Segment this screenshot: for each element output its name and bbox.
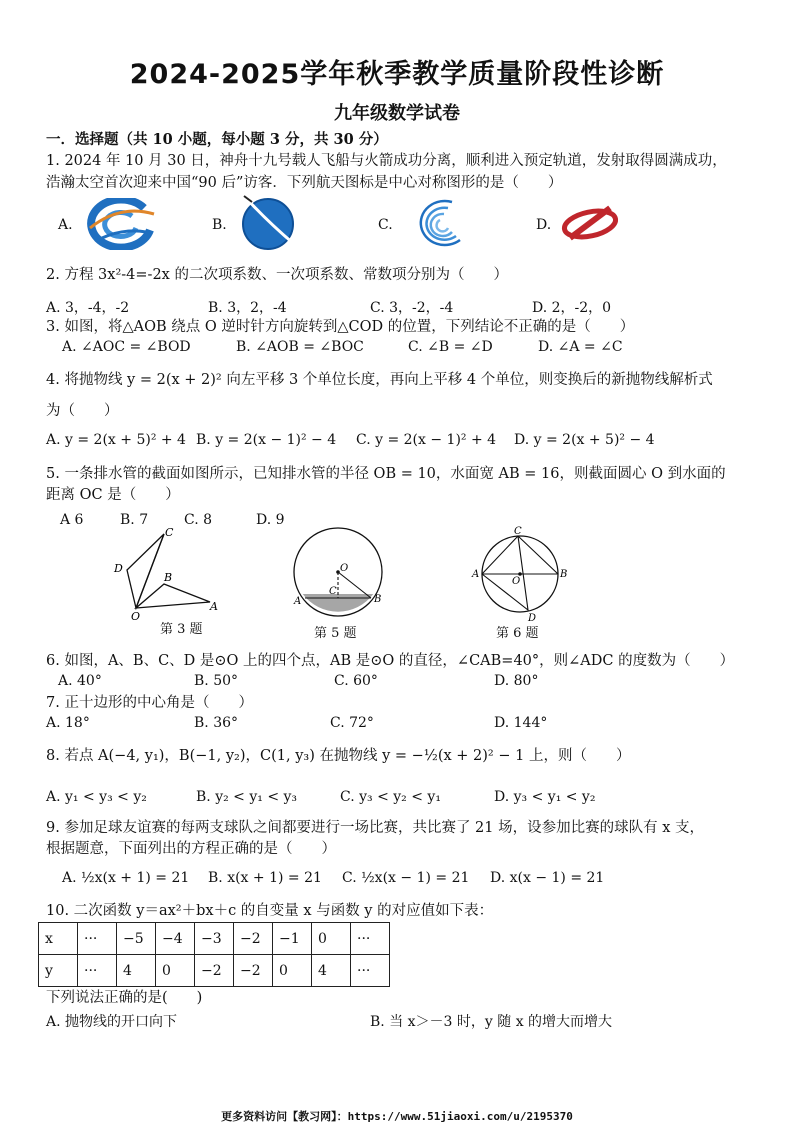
q4-option-a: A. y = 2(x + 5)² + 4	[46, 432, 186, 448]
q4-option-b: B. y = 2(x − 1)² − 4	[196, 432, 337, 448]
table-cell: ···	[351, 923, 390, 955]
q2-option-c: C. 3，-2，-4	[370, 300, 454, 316]
q6-stem: 6. 如图，A、B、C、D 是⊙O 上的四个点，AB 是⊙O 的直径，∠CAB=40°，则∠ADC 的度数为（ ）	[46, 653, 735, 669]
q3-stem: 3. 如图，将△AOB 绕点 O 逆时针方向旋转到△COD 的位置，下列结论不正确的是（ ）	[46, 319, 635, 335]
logo-c-icon	[408, 196, 468, 250]
q3-option-b: B. ∠AOB = ∠BOC	[236, 339, 364, 355]
q2-stem: 2. 方程 3x²-4=-2x 的二次项系数、一次项系数、常数项分别为（ ）	[46, 267, 508, 283]
q5-option-c: C. 8	[184, 512, 213, 528]
section-heading: 一．选择题（共 10 小题，每小题 3 分，共 30 分）	[46, 131, 388, 148]
svg-text:A: A	[294, 596, 302, 607]
q8-option-d: D. y₃ < y₁ < y₂	[494, 789, 596, 805]
q6-option-a: A. 40°	[58, 673, 102, 689]
q10-option-a: A. 抛物线的开口向下	[46, 1014, 178, 1030]
q3-option-d: D. ∠A = ∠C	[538, 339, 623, 355]
svg-text:O: O	[512, 576, 521, 587]
table-cell: x	[39, 923, 78, 955]
q5-option-a: A 6	[60, 512, 84, 528]
figure-q5-caption: 第 5 题	[314, 626, 357, 641]
values-table	[38, 922, 390, 987]
table-cell: −2	[195, 955, 234, 987]
svg-text:O: O	[131, 610, 141, 620]
logo-d-icon	[560, 202, 622, 246]
table-cell: ···	[351, 955, 390, 987]
q8-stem: 8. 若点 A(−4, y₁)，B(−1, y₂)，C(1, y₃) 在抛物线 y = −½(x + 2)² − 1 上，则（ ）	[46, 748, 631, 764]
figure-q3	[112, 524, 224, 620]
q6-option-b: B. 50°	[194, 673, 239, 689]
q10-stem: 10. 二次函数 y＝ax²＋bx＋c 的自变量 x 与函数 y 的对应值如下表：	[46, 903, 494, 919]
table-cell: y	[39, 955, 78, 987]
svg-text:C: C	[329, 586, 337, 597]
q3-option-a: A. ∠AOC = ∠BOD	[62, 339, 191, 355]
q5-option-d: D. 9	[256, 512, 285, 528]
q5-option-b: B. 7	[120, 512, 149, 528]
table-cell: 0	[312, 923, 351, 955]
svg-text:D: D	[114, 562, 123, 575]
q9-line2: 根据题意，下面列出的方程正确的是（ ）	[46, 841, 336, 857]
q6-option-d: D. 80°	[494, 673, 539, 689]
footer-link[interactable]: 更多资料访问【教习网】：https://www.51jiaoxi.com/u/2195370	[221, 1110, 573, 1123]
svg-text:C: C	[514, 526, 522, 537]
q1-line1: 1. 2024 年 10 月 30 日，神舟十九号载人飞船与火箭成功分离，顺利进入预定轨道，发射取得圆满成功，	[46, 153, 727, 169]
table-cell: −2	[234, 955, 273, 987]
logo-b-icon	[238, 194, 298, 250]
q7-option-a: A. 18°	[46, 715, 90, 731]
q6-option-c: C. 60°	[334, 673, 378, 689]
q9-option-d: D. x(x − 1) = 21	[490, 870, 605, 886]
svg-text:C: C	[165, 526, 174, 539]
q9-option-b: B. x(x + 1) = 21	[208, 870, 322, 886]
page-subtitle: 九年级数学试卷	[334, 103, 460, 124]
figure-q3-caption: 第 3 题	[160, 622, 203, 637]
q3-option-c: C. ∠B = ∠D	[408, 339, 493, 355]
table-cell: −4	[156, 923, 195, 955]
q5-line1: 5. 一条排水管的截面如图所示，已知排水管的半径 OB = 10，水面宽 AB = 16，则截面圆心 O 到水面的	[46, 466, 726, 482]
figure-q6-caption: 第 6 题	[496, 626, 539, 641]
figure-q5	[290, 524, 390, 624]
q8-option-b: B. y₂ < y₁ < y₃	[196, 789, 298, 805]
q1-option-c: C.	[378, 217, 393, 233]
table-cell: ···	[78, 923, 117, 955]
q8-option-c: C. y₃ < y₂ < y₁	[340, 789, 441, 805]
q4-option-d: D. y = 2(x + 5)² − 4	[514, 432, 655, 448]
svg-text:A: A	[472, 569, 480, 580]
q7-option-c: C. 72°	[330, 715, 374, 731]
logo-a-icon	[84, 198, 158, 250]
q1-line2: 浩瀚太空首次迎来中国“90 后”访客．下列航天图标是中心对称图形的是（ ）	[46, 175, 563, 191]
q1-option-d: D.	[536, 217, 552, 233]
q4-option-c: C. y = 2(x − 1)² + 4	[356, 432, 497, 448]
table-cell: ···	[78, 955, 117, 987]
q2-option-b: B. 3，2，-4	[208, 300, 287, 316]
q9-line1: 9. 参加足球友谊赛的每两支球队之间都要进行一场比赛，共比赛了 21 场，设参加比赛的球队有 x 支，	[46, 820, 705, 836]
q2-option-a: A. 3，-4，-2	[46, 300, 130, 316]
q10-option-b: B. 当 x＞－3 时，y 随 x 的增大而增大	[370, 1014, 613, 1030]
table-cell: −5	[117, 923, 156, 955]
q8-option-a: A. y₁ < y₃ < y₂	[46, 789, 147, 805]
table-cell: 4	[312, 955, 351, 987]
svg-text:B: B	[560, 569, 568, 580]
q7-option-b: B. 36°	[194, 715, 239, 731]
table-cell: −3	[195, 923, 234, 955]
svg-text:O: O	[340, 563, 349, 574]
q4-line2: 为（ ）	[46, 403, 119, 419]
q10-prompt: 下列说法正确的是( )	[46, 990, 203, 1006]
table-cell: 0	[156, 955, 195, 987]
q9-option-a: A. ½x(x + 1) = 21	[62, 870, 190, 886]
table-row	[39, 955, 390, 987]
figure-q6	[470, 524, 570, 624]
svg-text:B: B	[374, 594, 382, 605]
page-title: 2024-2025学年秋季教学质量阶段性诊断	[129, 59, 665, 90]
svg-text:A: A	[210, 600, 218, 613]
table-cell: 4	[117, 955, 156, 987]
svg-text:B: B	[164, 571, 173, 584]
table-row	[39, 923, 390, 955]
table-cell: 0	[273, 955, 312, 987]
q2-option-d: D. 2，-2，0	[532, 300, 612, 316]
q7-option-d: D. 144°	[494, 715, 548, 731]
table-cell: −1	[273, 923, 312, 955]
q7-stem: 7. 正十边形的中心角是（ ）	[46, 695, 253, 711]
q1-option-a: A.	[58, 217, 73, 233]
table-cell: −2	[234, 923, 273, 955]
svg-text:D: D	[528, 613, 537, 624]
q9-option-c: C. ½x(x − 1) = 21	[342, 870, 470, 886]
q1-option-b: B.	[212, 217, 227, 233]
q4-line1: 4. 将抛物线 y = 2(x + 2)² 向左平移 3 个单位长度，再向上平移 4 个单位，则变换后的新抛物线解析式	[46, 372, 713, 388]
q5-line2: 距离 OC 是（ ）	[46, 487, 180, 503]
